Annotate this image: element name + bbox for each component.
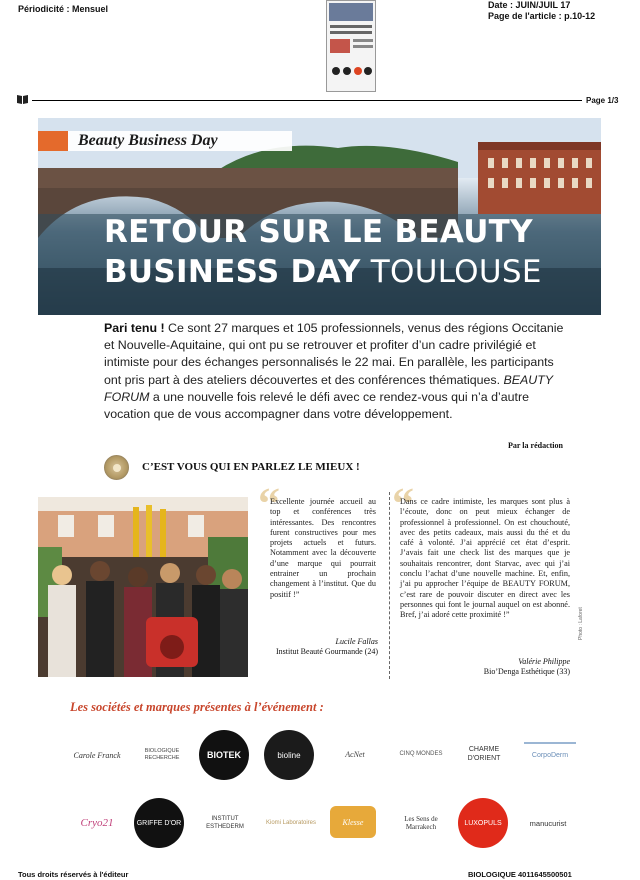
- quote-2-name: Valérie Philippe: [518, 657, 570, 666]
- brand-logo-cryo21: Cryo21: [80, 817, 114, 829]
- book-icon: [16, 94, 29, 105]
- brand-logo-griffe-d-or: GRIFFE D'OR: [134, 798, 184, 848]
- brand-logo-les-sens-de-marrakech: Les Sens de Marrakech: [404, 815, 438, 831]
- brand-logo-corpoderm: CorpoDerm: [524, 742, 576, 766]
- brand-logo-biotek: BIOTEK: [199, 730, 249, 780]
- byline: Par la rédaction: [508, 441, 563, 450]
- article-page-label: Page de l'article : p.10-12: [488, 11, 596, 21]
- intro-brand: BEAUTY FORUM: [104, 372, 553, 404]
- date-block: [488, 0, 595, 22]
- footer-reference: BIOLOGIQUE 4011645500501: [468, 870, 572, 879]
- quote-1-text: Excellente journée accueil au top et conférences très intéressantes. Des rencontres furent constructives pour mes projets actuels et futurs. Notamment avec la découverte d’une marque qui pourrait entrainer un prochain changement à l’institut. Que du positif !”: [270, 497, 376, 599]
- intro-body-b: a une nouvelle fois relevé le défi avec ce rendez-vous qui n’a d’autre vocation que de vous accompagner dans votre développement.: [104, 389, 529, 422]
- article-title: [104, 212, 542, 292]
- hero-banner: [38, 118, 601, 315]
- title-line-1: RETOUR SUR LE BEAUTY: [104, 214, 533, 250]
- periodicity-label: Périodicité : Mensuel: [18, 4, 109, 14]
- brand-logo-carole-franck: Carole Franck: [73, 750, 121, 760]
- brand-logo-kiomi: Kiomi Laboratoires: [265, 820, 317, 826]
- intro-body-a: Ce sont 27 marques et 105 professionnels, venus des régions Occitanie et Nouvelle-Aquitaine, qui ont pu se retrouver et profiter d’un cadre privilégié et intimiste pour des échanges personnalisés le 22 mai. En parallèle, les participants ont pris part à des ateliers découvertes et des conférences thématiques.: [104, 321, 564, 387]
- date-label: Date : JUIN/JUIL 17: [488, 0, 571, 10]
- quote-2-signature: [440, 657, 570, 677]
- section-tag: [38, 131, 292, 151]
- brand-logo-charme-d-orient: CHARME D'ORIENT: [467, 746, 501, 762]
- title-light-part: TOULOUSE: [360, 254, 542, 290]
- quote-mark-icon: “: [258, 479, 280, 528]
- quote-1-signature: [260, 637, 378, 657]
- column-divider: [389, 492, 390, 679]
- brand-logo-acnet: AcNet: [345, 749, 365, 759]
- brand-logo-luxopuls: LUXOPULS: [458, 798, 508, 848]
- brand-logo-manucurist: manucurist: [529, 818, 567, 828]
- footer-rights: Tous droits réservés à l'éditeur: [18, 870, 129, 879]
- title-line-2: [104, 252, 542, 292]
- quote-2-text: Dans ce cadre intimiste, les marques sont plus à l’écoute, donc on peut mieux échanger de professionnel à professionnel. On est chouchouté, avec des petits cadeaux, mais aussi du thé et du café à volonté. J’ai apprécié cet état d’esprit. J’avais fait une check list des marques que je souhaitais rencontrer, dont Starvac, avec qui j’ai conclu l’achat d’une nouvelle machine. Et, enfin, j’ai pu approcher l’équipe de BEAUTY FORUM, c’est rare de pouvoir discuter en direct avec les personnes qui font le journal auquel on est abonné. Bref, j’ai adoré cette proximité !”: [400, 497, 570, 620]
- quote-2-org: Bio’Denga Esthétique (33): [483, 667, 570, 676]
- brand-logo-klesse: Klesse: [330, 806, 376, 838]
- brand-logo-bioline: bioline: [264, 730, 314, 780]
- brands-title: Les sociétés et marques présentes à l’événement :: [70, 700, 324, 714]
- brand-logo-biologique-recherche: BIOLOGIQUE RECHERCHE: [144, 748, 180, 761]
- page-number: Page 1/3: [586, 96, 619, 105]
- page-thumbnail[interactable]: [326, 0, 376, 92]
- brand-logo-cinq-mondes: CINQ MONDES: [399, 751, 443, 757]
- group-photo-illustration: [38, 497, 248, 677]
- header-rule: [32, 100, 582, 101]
- quote-1-name: Lucile Fallas: [335, 637, 378, 646]
- section-tag-label: Beauty Business Day: [78, 132, 218, 149]
- medal-icon: [104, 455, 129, 480]
- quote-1-org: Institut Beauté Gourmande (24): [276, 647, 378, 656]
- intro-lead: Pari tenu !: [104, 321, 165, 335]
- brand-logo-institut-esthederm: INSTITUT ESTHEDERM: [206, 816, 244, 830]
- group-photo: [38, 497, 248, 677]
- intro-paragraph: [104, 320, 574, 423]
- testimonials-title: C’EST VOUS QUI EN PARLEZ LE MIEUX !: [142, 461, 360, 473]
- title-bold-part: BUSINESS DAY: [104, 254, 361, 290]
- tag-accent: [38, 131, 68, 151]
- quote-mark-icon-2: “: [392, 479, 414, 528]
- photo-credit: Photo : Laforet: [578, 607, 584, 640]
